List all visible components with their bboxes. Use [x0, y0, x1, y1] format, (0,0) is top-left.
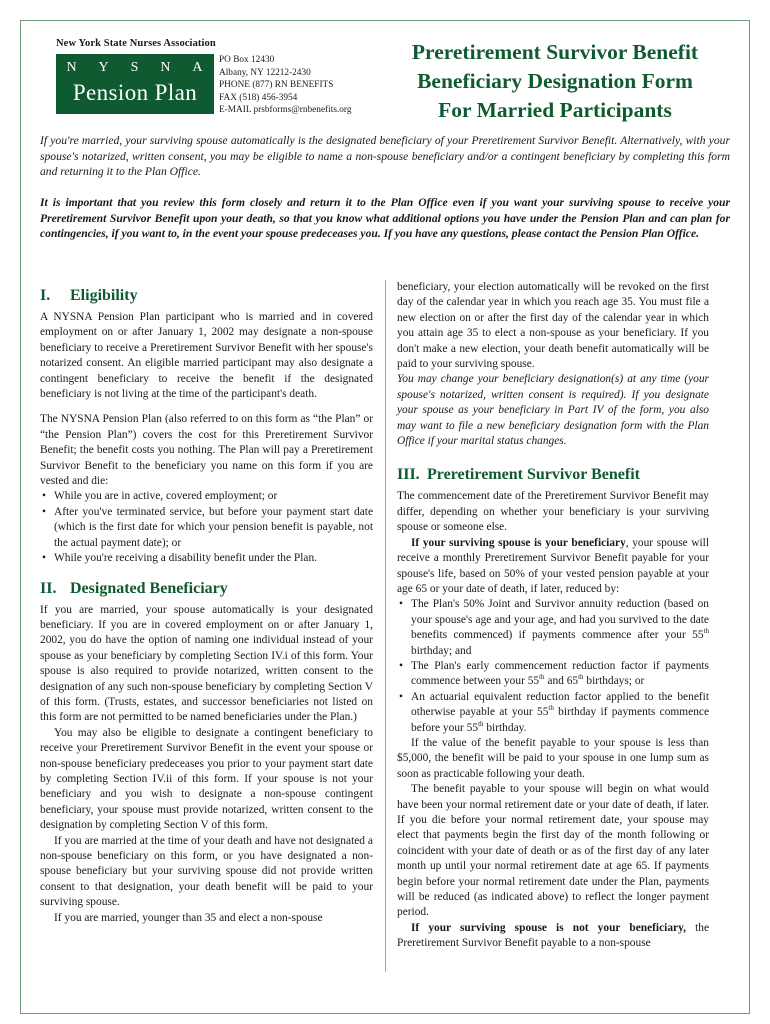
logo-letter: N	[160, 60, 172, 75]
association-name: New York State Nurses Association	[56, 38, 216, 49]
bullet-item	[397, 597, 709, 659]
emphasis-text: If your surviving spouse is not your beneficiary,	[411, 921, 686, 934]
bullet-item: • While you are in active, covered employment; or	[40, 489, 373, 504]
bullet-item	[397, 659, 709, 690]
section-number: I.	[40, 287, 51, 304]
eligibility-paragraph: The NYSNA Pension Plan (also referred to on this form as “the Plan” or “the Pension Plan”) covers the cost for this Preretirement Survivor Benefit; the benefit costs you nothing. The Plan will pay a Preretirement Survivor Benefit to the beneficiary you name on this form if you are vested and die:	[40, 413, 373, 488]
superscript: th	[703, 627, 709, 636]
form-title-line: Beneficiary Designation Form	[417, 69, 693, 93]
logo-letter: N	[66, 60, 78, 75]
eligibility-bullets	[40, 489, 373, 566]
survivor-paragraph: The benefit payable to your spouse will begin on what would have been your normal retirement date or your date of death, if later. If you die before your normal retirement date, your spouse may elect that payments begin the first day of the month following or coincident with your date of death or as of the first day of any later month up until your normal retirement date at age 65. If payments begin before your normal retirement date under the Plan, payments will be reduced (as indicated above) to reflect the longer payment period.	[397, 783, 709, 919]
superscript: th	[539, 673, 545, 682]
section-number: II.	[40, 579, 57, 597]
important-notice: It is important that you review this form closely and return it to the Plan Office even if you want your surviving spouse to receive your Preretirement Survivor Benefit upon your death, so that you know what additional options you have under the Pension Plan and can plan for contingencies, if you want to, in the event your spouse predeceases you. If you have any questions, please contact the Pension Plan Office.	[40, 196, 730, 241]
bullet-text: and 65	[544, 675, 579, 688]
superscript: th	[478, 719, 484, 728]
bullet-item: • After you've terminated service, but before your payment start date (which is the first date for which your pension benefit is payable, not the actual payment date); or	[40, 505, 373, 551]
designated-paragraph: You may also be eligible to designate a contingent beneficiary to receive your Preretirement Survivor Benefit in the event your spouse or non-spouse beneficiary predeceases you prior to your payment start date by completing Section IV.ii of this form. If your spouse is not your beneficiary and you wish to designate a non-spouse contingent beneficiary, your spouse must provide notarized, written consent to the designation by completing Section V of this form.	[40, 726, 373, 832]
survivor-paragraph	[397, 536, 709, 598]
form-title-line: Preretirement Survivor Benefit	[411, 40, 699, 64]
logo-letter: Y	[98, 60, 110, 75]
designated-paragraph: If you are married at the time of your death and have not designated a non-spouse beneficiary on this form, or you have designated a non-spouse beneficiary but your surviving spouse did not provide written consent to that designation, your death benefit will be paid to your surviving spouse.	[40, 834, 373, 909]
body-text: , your spouse will receive a monthly Preretirement Survivor Benefit payable for your spouse's life, based on 50% of your vested pension payable at your age 65 or your date of death, if later, reduced by:	[397, 536, 710, 595]
contact-fax: FAX (518) 456-3954	[219, 92, 298, 103]
form-title-line: For Married Participants	[438, 98, 672, 122]
bullet-text: The Plan's early commencement reduction factor if payments commence between your 55	[411, 659, 709, 688]
contact-block	[219, 54, 352, 117]
right-column	[397, 280, 709, 952]
contact-email: E-MAIL prsbforms@rnbenefits.org	[219, 105, 352, 116]
bullet-text: birthdays; or	[583, 675, 645, 688]
logo-name: Pension Plan	[72, 80, 198, 105]
change-designation-note: You may change your beneficiary designation(s) at any time (your spouse's notarized, written consent is required). If you designate your spouse as your beneficiary in Part IV of the form, you also may want to file a new beneficiary designation form with the Plan Office if your marital status changes.	[397, 373, 709, 448]
section-title: Preretirement Survivor Benefit	[427, 466, 640, 484]
intro-paragraph: If you're married, your surviving spouse automatically is the designated beneficiary of your Preretirement Survivor Benefit. Alternatively, with your spouse's notarized, written consent, you may be eligible to name a non-spouse beneficiary and/or a contingent beneficiary by completing this form and returning it to the Plan Office.	[40, 134, 730, 179]
body-text: the Preretirement Survivor Benefit payable to a non-spouse	[397, 921, 709, 950]
bullet-text: birthday if payments commence before your 55	[411, 706, 709, 734]
designated-paragraph: If you are married, your spouse automatically is your designated beneficiary. If you are in covered employment on or after January 1, 2002, you do have the option of naming one individual instead of your spouse as your beneficiary by completing Section IV.i of this form. Your spouse is also required to provide notarized, written consent to the designation of any such non-spouse beneficiary by completing Section V of this form. (Trusts, estates, and successor beneficiaries not listed on this form are not permitted to be named beneficiaries under the Plan.)	[40, 603, 373, 724]
superscript: th	[578, 673, 584, 682]
survivor-paragraph: The commencement date of the Preretirement Survivor Benefit may differ, depending on whether your beneficiary is your surviving spouse or someone else.	[397, 490, 709, 534]
form-title	[374, 38, 736, 125]
nysna-logo	[56, 54, 214, 114]
survivor-paragraph	[397, 921, 709, 952]
bullet-text: birthday.	[483, 721, 527, 734]
bullet-item: • While you're receiving a disability benefit under the Plan.	[40, 551, 373, 566]
section-heading-designated-beneficiary	[40, 579, 373, 599]
superscript: th	[548, 704, 554, 713]
header	[56, 38, 736, 124]
contact-city: Albany, NY 12212-2430	[219, 67, 311, 78]
logo-letters	[56, 60, 214, 76]
bullet-text: birthday; and	[411, 644, 472, 657]
left-column	[40, 280, 373, 926]
section-heading-eligibility	[40, 286, 373, 306]
emphasis-text: If your surviving spouse is your beneficiary	[411, 536, 626, 549]
logo-letter: A	[192, 60, 204, 75]
survivor-paragraph: If the value of the benefit payable to your spouse is less than $5,000, the benefit will be paid to your spouse in one lump sum as soon as practicable following your death.	[397, 736, 709, 780]
designated-paragraph: If you are married, younger than 35 and elect a non-spouse	[54, 911, 323, 924]
reduction-bullets	[397, 597, 709, 736]
bullet-text: The Plan's 50% Joint and Survivor annuity reduction (based on your spouse's age and your age, and had you survived to the date benefits commenced) if payments commence after your 55	[411, 598, 709, 642]
section-title: Eligibility	[70, 287, 138, 304]
section-number: III.	[397, 466, 420, 484]
bullet-item	[397, 690, 709, 736]
column-divider	[385, 280, 386, 972]
contact-phone: PHONE (877) RN BENEFITS	[219, 80, 334, 91]
eligibility-paragraph: A NYSNA Pension Plan participant who is married and in covered employment on or after January 1, 2002 may designate a non-spouse beneficiary to receive a Preretirement Survivor Benefit with her spouse's notarized consent. An eligible married participant may also designate a contingent beneficiary to receive the benefit if the designated beneficiary is not living at the time of the participant's death.	[40, 311, 373, 401]
designated-paragraph-continued: beneficiary, your election automatically will be revoked on the first day of the calendar year in which you reach age 35. You must file a new election on or after the first day of the calendar year in which you attain age 35 to elect a non-spouse as your beneficiary. If you don't make a new election, your death benefit automatically will be paid to your surviving spouse.	[397, 281, 709, 371]
section-heading-survivor-benefit	[397, 465, 709, 485]
bullet-text: An actuarial equivalent reduction factor applied to the benefit otherwise payable at your 55	[411, 690, 709, 719]
contact-po-box: PO Box 12430	[219, 55, 275, 65]
section-title: Designated Beneficiary	[70, 579, 228, 597]
logo-letter: S	[130, 60, 140, 75]
